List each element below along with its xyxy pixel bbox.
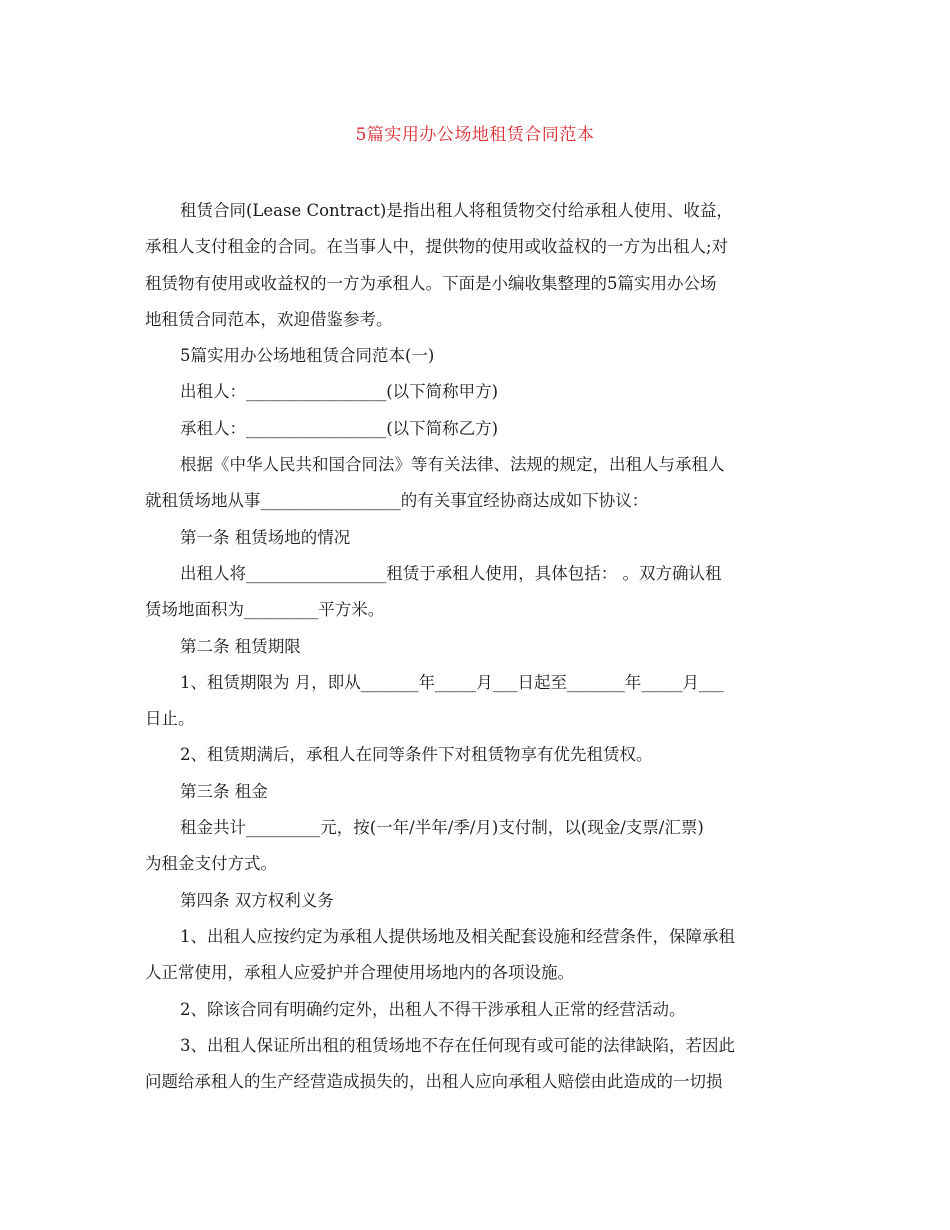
text-line: 3、出租人保证所出租的租赁场地不存在任何现有或可能的法律缺陷，若因此 [180, 1035, 735, 1055]
text-line: 人正常使用，承租人应爱护并合理使用场地内的各项设施。 [145, 963, 574, 983]
text-line: 地租赁合同范本，欢迎借鉴参考。 [145, 309, 393, 329]
text-line: 2、租赁期满后，承租人在同等条件下对租赁物享有优先租赁权。 [180, 745, 653, 765]
text-line: 日止。 [145, 709, 195, 729]
text-line: 就租赁场地从事_________________的有关事宜经协商达成如下协议： [145, 491, 649, 511]
text-line: 租赁合同(Lease Contract)是指出租人将租赁物交付给承租人使用、收益， [180, 201, 733, 220]
text-line: 1、租赁期限为 月，即从_______年_____月___日起至_______年_____月___ [180, 672, 724, 692]
text-line: 第二条 租赁期限 [180, 636, 301, 656]
text-line: 问题给承租人的生产经营造成损失的，出租人应向承租人赔偿由此造成的一切损 [145, 1072, 723, 1092]
text-line: 根据《中华人民共和国合同法》等有关法律、法规的规定，出租人与承租人 [180, 455, 725, 475]
text-line: 租金共计_________元，按(一年/半年/季/月)支付制，以(现金/支票/汇票) [180, 818, 704, 838]
text-line: 第三条 租金 [180, 781, 268, 801]
document-body [145, 193, 810, 1100]
text-line: 承租人支付租金的合同。在当事人中，提供物的使用或收益权的一方为出租人;对 [145, 237, 729, 257]
document-title: 5篇实用办公场地租赁合同范本 [355, 125, 595, 145]
text-line: 承租人：_________________(以下简称乙方) [180, 418, 499, 438]
text-line: 出租人将_________________租赁于承租人使用，具体包括： 。双方确认租 [180, 563, 722, 583]
text-line: 赁场地面积为_________平方米。 [145, 600, 385, 620]
text-line: 5篇实用办公场地租赁合同范本(一) [180, 346, 435, 366]
text-line: 第四条 双方权利义务 [180, 890, 334, 910]
text-line: 出租人：_________________(以下简称甲方) [180, 382, 499, 402]
text-line: 第一条 租赁场地的情况 [180, 527, 351, 547]
text-line: 1、出租人应按约定为承租人提供场地及相关配套设施和经营条件，保障承租 [180, 926, 735, 946]
text-line: 为租金支付方式。 [145, 854, 277, 874]
text-line: 2、除该合同有明确约定外，出租人不得干涉承租人正常的经营活动。 [180, 999, 686, 1019]
text-line: 租赁物有使用或收益权的一方为承租人。下面是小编收集整理的5篇实用办公场 [145, 273, 717, 293]
